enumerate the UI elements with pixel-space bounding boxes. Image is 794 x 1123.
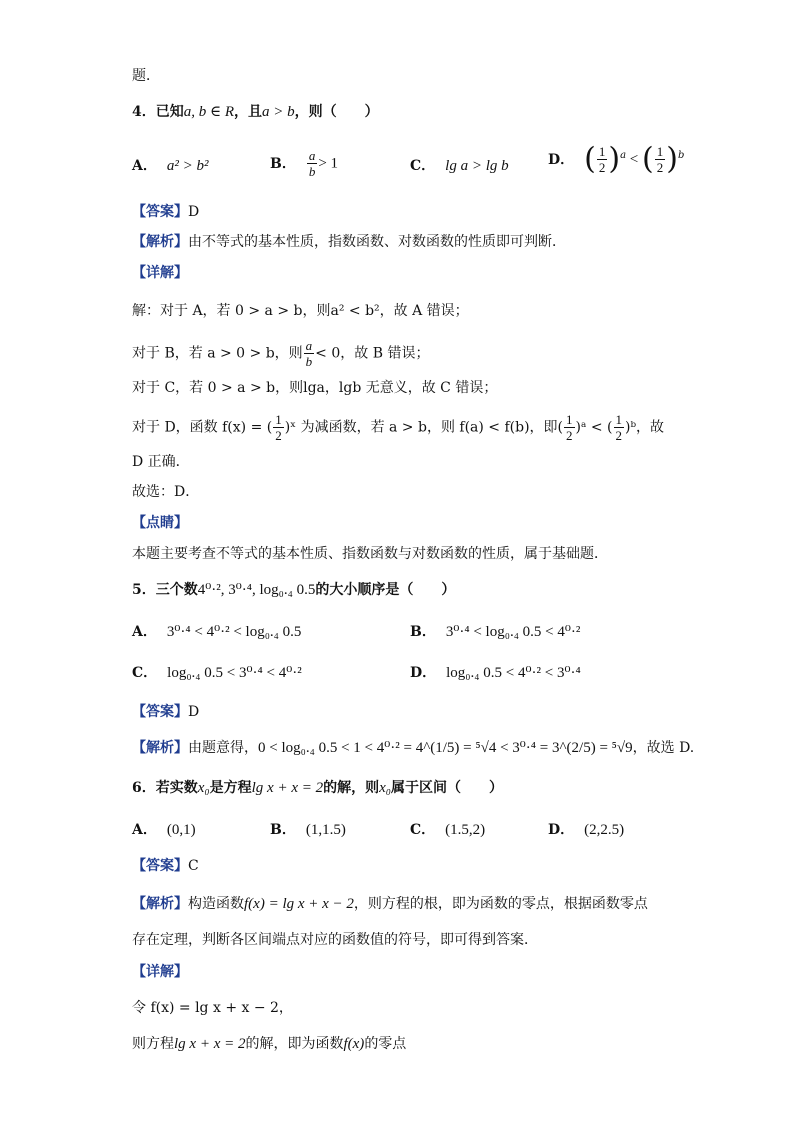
q4-option-d: D． ( $\frac{1}{2}$ )$^a$ < ( $\frac{1}{2}$ )$^b$: [548, 141, 685, 177]
math: x₀: [379, 780, 391, 796]
math: lg x + x = 2: [174, 1036, 246, 1052]
comment-tag: 【点睛】: [132, 515, 188, 531]
text: )ᵃ < (: [575, 419, 613, 436]
text: 构造函数: [188, 896, 244, 912]
q4-detail-line-1: [132, 301, 469, 321]
q5-option-a: [132, 622, 301, 642]
analysis-tag: 【解析】: [132, 740, 188, 756]
text: ，则（ ）: [294, 104, 379, 120]
text: 由题意得，: [188, 740, 258, 756]
exponent: b: [677, 149, 685, 161]
text: 的解，则: [323, 780, 380, 796]
exponent: a: [620, 149, 627, 161]
denominator: 2: [598, 160, 606, 175]
answer-value: D: [188, 204, 200, 220]
q4-detail-line-5: [132, 452, 190, 472]
analysis-tag: 【解析】: [132, 234, 188, 250]
text: ，则方程的根，即为函数的零点，根据函数零点: [353, 896, 648, 912]
fraction: [655, 144, 666, 175]
q5-option-c: [132, 663, 302, 683]
q5-option-d: [410, 663, 581, 683]
math: (0,1): [166, 822, 196, 838]
math: 3⁰·⁴ < 4⁰·² < log₀.₄ 0.5: [166, 624, 302, 640]
fraction: [307, 148, 318, 179]
q6-answer: [132, 856, 199, 876]
option-label: D．: [548, 822, 575, 838]
text: ，故选 D.: [632, 740, 695, 756]
option-label: C．: [132, 665, 158, 681]
text: 的大小顺序是（ ）: [315, 582, 456, 598]
denominator: 2: [275, 428, 282, 443]
analysis-text: 由不等式的基本性质，指数函数、对数函数的性质即可判断．: [188, 234, 566, 250]
math: (2,2.5): [584, 822, 625, 838]
q4-detail-line-4: [132, 412, 664, 443]
text: 题．: [132, 68, 160, 84]
math: a > b: [262, 104, 295, 120]
option-label: C．: [410, 158, 436, 174]
denominator: b: [305, 354, 313, 369]
numerator: 1: [656, 144, 664, 159]
text: 是方程: [209, 780, 252, 796]
q4-detail-line-6: [132, 482, 199, 502]
math: a, b ∈ R: [183, 104, 235, 120]
text: 对于 B，若 a > 0 > b，则: [132, 345, 303, 362]
numerator: 1: [566, 412, 573, 427]
option-label: D．: [410, 665, 437, 681]
text: D 正确．: [132, 454, 190, 470]
q6-option-c: [410, 820, 485, 840]
numerator: 1: [615, 412, 622, 427]
option-label: A．: [132, 624, 157, 640]
option-label: D．: [548, 151, 575, 168]
q4-option-c: [410, 156, 509, 176]
q4-option-b: [270, 148, 338, 179]
q4-comment-tag: [132, 513, 188, 533]
q5-analysis: [132, 738, 694, 758]
math: 4⁰·², 3⁰·⁴, log₀.₄ 0.5: [197, 582, 316, 598]
question-6-stem: [132, 778, 503, 798]
q4-analysis: [132, 232, 566, 252]
q6-analysis-line-1: [132, 894, 648, 914]
text: 令 f(x) = lg x + x − 2，: [132, 1000, 293, 1016]
text: 则方程: [132, 1036, 174, 1052]
fraction: [614, 412, 625, 443]
text: 故选：D．: [132, 484, 200, 500]
fraction: [564, 412, 575, 443]
math: f(x) = lg x + x − 2: [244, 896, 354, 912]
q4-comment: [132, 544, 608, 564]
math: log₀.₄ 0.5 < 3⁰·⁴ < 4⁰·²: [167, 665, 302, 681]
math: a² > b²: [166, 158, 209, 174]
q6-detail-tag: [132, 962, 188, 982]
answer-tag: 【答案】: [132, 858, 188, 874]
q5-answer: [132, 702, 199, 722]
text: )ˣ 为减函数，若 a > b，则 f(a) < f(b)，即(: [284, 419, 564, 436]
q4-detail-tag: [132, 263, 188, 283]
q6-detail-line-1: [132, 998, 293, 1018]
math: 3⁰·⁴ < log₀.₄ 0.5 < 4⁰·²: [445, 624, 581, 640]
option-label: C．: [410, 822, 436, 838]
q6-option-d: [548, 820, 624, 840]
text: 的解，即为函数: [245, 1036, 344, 1052]
q4-detail-line-2: [132, 338, 429, 369]
detail-tag: 【详解】: [132, 964, 188, 980]
q4-option-a: [132, 156, 209, 176]
text: 的零点: [364, 1036, 407, 1052]
text: 属于区间（ ）: [390, 780, 503, 796]
question-5-stem: [132, 580, 455, 600]
math: (1.5,2): [445, 822, 486, 838]
math: log₀.₄ 0.5 < 4⁰·² < 3⁰·⁴: [446, 665, 581, 681]
text: )ᵇ，故: [625, 419, 665, 436]
math: > 1: [318, 155, 339, 172]
fraction: [597, 144, 608, 175]
detail-tag: 【详解】: [132, 265, 188, 281]
option-label: B．: [270, 822, 296, 838]
q6-analysis-line-2: [132, 930, 538, 950]
math: 0 < log₀.₄ 0.5 < 1 < 4⁰·² = 4^(1/5) = ⁵√4 < 3⁰·⁴ = 3^(2/5) = ⁵√9: [258, 740, 633, 756]
numerator: 1: [275, 412, 282, 427]
text-line: [132, 66, 160, 86]
math: (1,1.5): [305, 822, 346, 838]
fraction: [304, 338, 315, 369]
answer-tag: 【答案】: [132, 704, 188, 720]
text: 6．若实数: [132, 780, 198, 796]
question-4-stem: [132, 102, 379, 122]
denominator: b: [308, 164, 316, 179]
q6-option-a: [132, 820, 196, 840]
option-label: B．: [410, 624, 436, 640]
numerator: a: [305, 338, 313, 353]
denominator: 2: [656, 160, 664, 175]
denominator: 2: [615, 428, 622, 443]
numerator: 1: [598, 144, 606, 159]
q5-option-b: [410, 622, 580, 642]
q4-detail-line-3: [132, 378, 497, 398]
text: < 0，故 B 错误；: [315, 345, 430, 362]
math: lg a > lg b: [445, 158, 509, 174]
option-label: A．: [132, 822, 157, 838]
fraction: [273, 412, 284, 443]
text: 4．已知: [132, 104, 184, 120]
text: ，且: [234, 104, 263, 120]
text: 5．三个数: [132, 582, 198, 598]
text: 对于 C，若 0 > a > b，则lga，lgb 无意义，故 C 错误；: [132, 380, 498, 396]
text: 解：对于 A，若 0 > a > b，则a² < b²，故 A 错误；: [132, 303, 469, 319]
comment-text: 本题主要考查不等式的基本性质、指数函数与对数函数的性质，属于基础题．: [132, 546, 608, 562]
denominator: 2: [566, 428, 573, 443]
option-label: B．: [270, 155, 296, 172]
analysis-tag: 【解析】: [132, 896, 188, 912]
math: x₀: [197, 780, 210, 796]
answer-value: D: [188, 704, 200, 720]
math: lg x + x = 2: [251, 780, 324, 796]
option-label: A．: [132, 158, 157, 174]
answer-value: C: [188, 858, 199, 874]
math: f(x): [343, 1036, 365, 1052]
answer-tag: 【答案】: [132, 204, 188, 220]
numerator: a: [308, 148, 316, 163]
text: 存在定理，判断各区间端点对应的函数值的符号，即可得到答案．: [132, 932, 538, 948]
q6-detail-line-2: [132, 1034, 406, 1054]
text: 对于 D，函数 f(x) = (: [132, 419, 273, 436]
q4-answer: [132, 202, 199, 222]
q6-option-b: [270, 820, 346, 840]
